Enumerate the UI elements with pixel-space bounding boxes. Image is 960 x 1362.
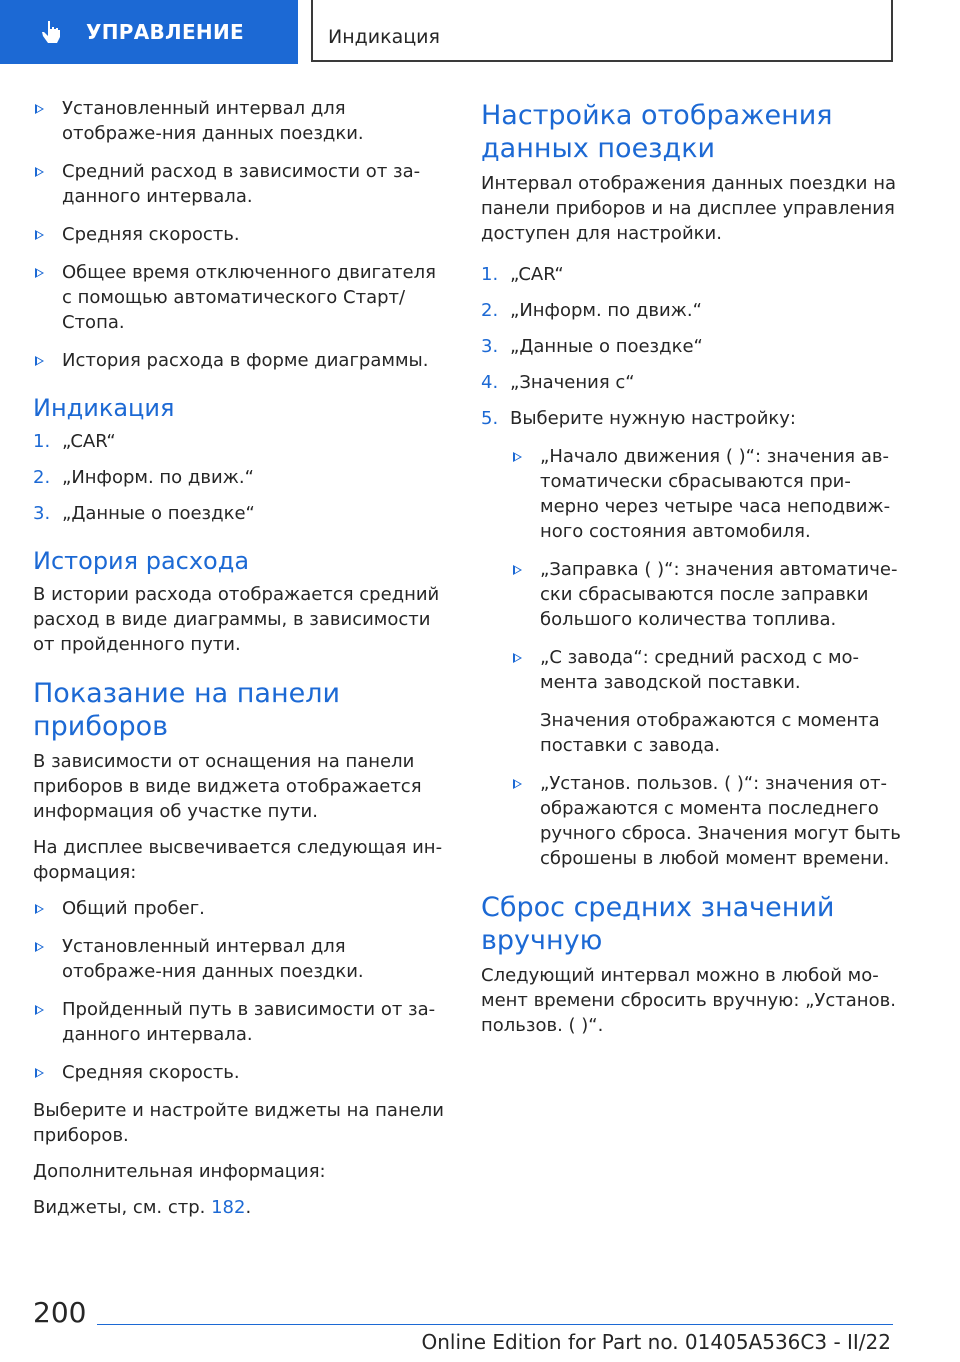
- step-item: 2. „Информ. по движ.“: [33, 467, 254, 488]
- bullet-triangle-icon: [513, 452, 522, 462]
- step-item: 3. „Данные о поездке“: [33, 503, 255, 524]
- list-item: Средняя скорость.: [33, 222, 448, 247]
- list-item: Установленный интервал для отображе‐ния данных поездки.: [33, 96, 448, 146]
- step-item: 3. „Данные о поездке“: [481, 336, 703, 357]
- page-link[interactable]: 182: [211, 1197, 246, 1218]
- list-item: Средняя скорость.: [33, 1060, 448, 1085]
- panel-text: Дополнительная информация:: [33, 1161, 326, 1182]
- heading-setup: Настройка отображения данных поездки: [481, 100, 833, 164]
- chapter-title: Индикация: [328, 26, 440, 48]
- bullet-triangle-icon: [35, 904, 44, 914]
- left-column: [33, 96, 448, 1231]
- bullet-triangle-icon: [35, 167, 44, 177]
- list-item: Пройденный путь в зависимости от за‐данного интервала.: [33, 997, 448, 1047]
- chapter-header: [311, 0, 893, 62]
- list-item: Общее время отключенного двигателя с помощью автоматического Старт/Стопа.: [33, 260, 448, 335]
- option-item: „Установ. пользов. ( )“: значения от‐ображаются с момента последнего ручного сброса. Значения могут быть сброшены в любой момент времени.: [481, 771, 901, 871]
- hand-pointer-icon: [38, 19, 64, 45]
- bullet-triangle-icon: [513, 565, 522, 575]
- step-item: 2. „Информ. по движ.“: [481, 300, 702, 321]
- right-column: [481, 96, 901, 1049]
- section-tab[interactable]: [0, 0, 298, 64]
- heading-reset: Сброс средних значений вручную: [481, 892, 835, 956]
- bullet-triangle-icon: [35, 268, 44, 278]
- bullet-triangle-icon: [35, 230, 44, 240]
- bullet-triangle-icon: [35, 1005, 44, 1015]
- history-text: В истории расхода отображается средний расход в виде диаграммы, в зависимости от пройденного пути.: [33, 584, 440, 655]
- edition-footer: Online Edition for Part no. 01405A536C3 - II/22: [421, 1330, 891, 1354]
- panel-text: На дисплее высвечивается следующая ин‐формация:: [33, 837, 443, 883]
- panel-text: Выберите и настройте виджеты на панели приборов.: [33, 1100, 444, 1146]
- option-item: „С завода“: средний расход с мо‐мента заводской поставки.: [481, 645, 901, 695]
- bullet-triangle-icon: [513, 779, 522, 789]
- heading-panel: Показание на панели приборов: [33, 678, 341, 742]
- step-item: 4. „Значения с“: [481, 372, 635, 393]
- factory-note: Значения отображаются с момента поставки с завода.: [540, 710, 880, 756]
- bullet-triangle-icon: [513, 653, 522, 663]
- bullet-triangle-icon: [35, 356, 44, 366]
- bullet-triangle-icon: [35, 104, 44, 114]
- reset-text: Следующий интервал можно в любой мо‐мент времени сбросить вручную: „Установ. пользов. ( )“.: [481, 965, 896, 1036]
- list-item: Установленный интервал для отображе‐ния данных поездки.: [33, 934, 448, 984]
- cross-reference: Виджеты, см. стр. 182.: [33, 1197, 252, 1218]
- list-item: История расхода в форме диаграммы.: [33, 348, 448, 373]
- step-item: 5. Выберите нужную настройку:: [481, 408, 796, 429]
- heading-indication: Индикация: [33, 394, 175, 422]
- page-number: 200: [33, 1296, 87, 1329]
- option-item: „Заправка ( )“: значения автоматиче‐ски сбрасываются после заправки большого количества топлива.: [481, 557, 901, 632]
- option-item: „Начало движения ( )“: значения ав‐томатически сбрасываются при‐мерно через четыре часа неподвиж‐ного состояния автомобиля.: [481, 444, 901, 544]
- panel-text: В зависимости от оснащения на панели приборов в виде виджета отображается информация об участке пути.: [33, 751, 422, 822]
- section-label: УПРАВЛЕНИЕ: [86, 20, 244, 44]
- bullet-triangle-icon: [35, 1068, 44, 1078]
- list-item: Средний расход в зависимости от за‐данного интервала.: [33, 159, 448, 209]
- bullet-triangle-icon: [35, 942, 44, 952]
- step-item: 1. „CAR“: [481, 264, 564, 285]
- footer-divider: [97, 1324, 893, 1325]
- heading-history: История расхода: [33, 547, 250, 575]
- list-item: Общий пробег.: [33, 896, 448, 921]
- step-item: 1. „CAR“: [33, 431, 116, 452]
- setup-text: Интервал отображения данных поездки на панели приборов и на дисплее управления доступен для настройки.: [481, 173, 897, 244]
